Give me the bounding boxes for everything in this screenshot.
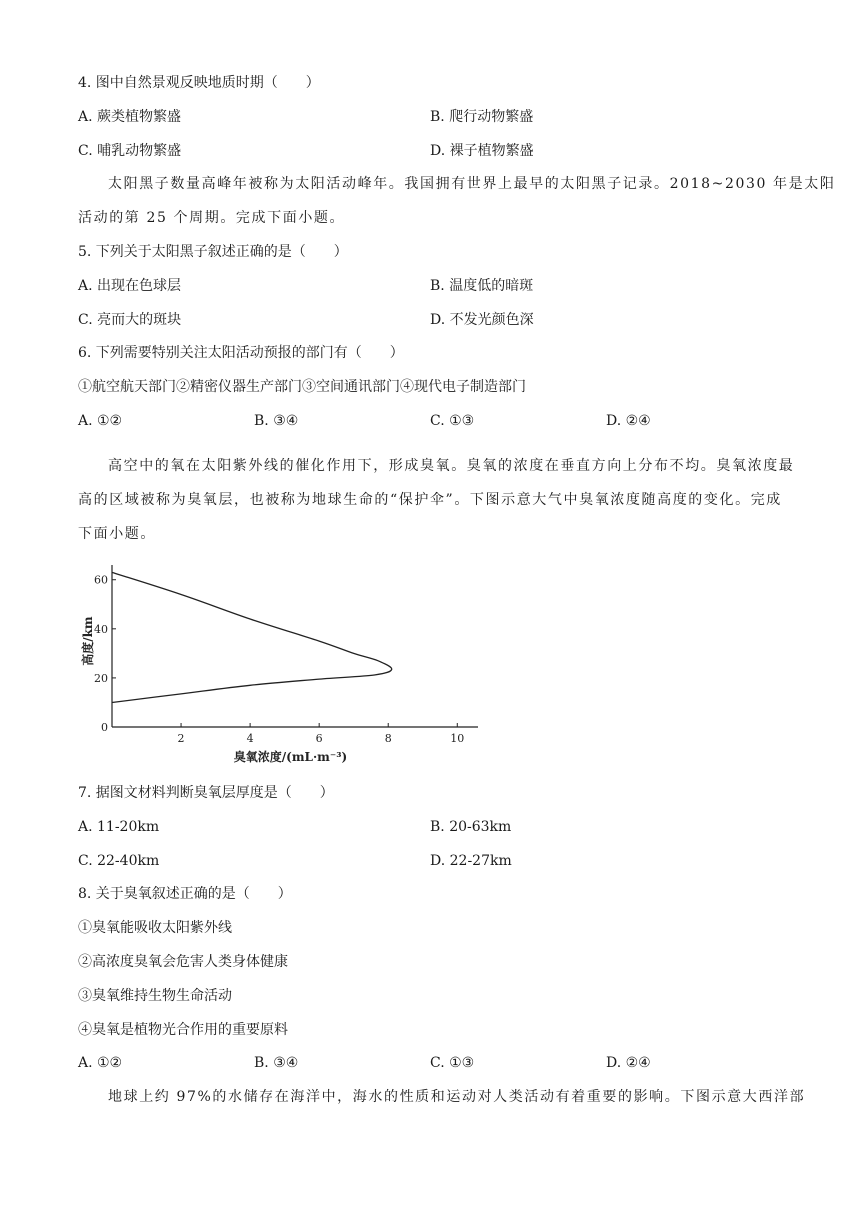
ozone-concentration-chart (78, 555, 488, 770)
q8-option-a: A. ①② (78, 1055, 123, 1071)
q6-option-c: C. ①③ (430, 413, 475, 429)
passage3-line1: 地球上约 97%的水储存在海洋中，海水的性质和运动对人类活动有着重要的影响。下图示意大西洋部 (108, 1089, 806, 1105)
q6-stem: 6. 下列需要特别关注太阳活动预报的部门有（ ） (78, 345, 404, 361)
q6-option-b: B. ③④ (254, 413, 299, 429)
x-tick-label: 2 (177, 732, 185, 745)
q7-option-a: A. 11-20km (78, 819, 160, 835)
q6-option-a: A. ①② (78, 413, 123, 429)
q5-stem: 5. 下列关于太阳黑子叙述正确的是（ ） (78, 244, 348, 260)
y-tick-label: 40 (94, 622, 108, 636)
q4-option-b: B. 爬行动物繁盛 (430, 109, 534, 125)
x-tick-label: 6 (315, 732, 323, 745)
x-tick-group (178, 723, 465, 745)
q6-option-d: D. ②④ (606, 413, 651, 429)
q8-item-3: ③臭氧维持生物生命活动 (78, 988, 232, 1004)
q5-option-a: A. 出现在色球层 (78, 278, 182, 294)
x-tick-label: 10 (450, 732, 465, 745)
q8-item-2: ②高浓度臭氧会危害人类身体健康 (78, 954, 288, 970)
q5-option-c: C. 亮而大的斑块 (78, 312, 182, 328)
q5-option-b: B. 温度低的暗斑 (430, 278, 534, 294)
ozone-curve-line (112, 572, 392, 702)
x-tick-label: 4 (246, 732, 254, 745)
q8-option-b: B. ③④ (254, 1055, 299, 1071)
q7-option-d: D. 22-27km (430, 853, 512, 869)
x-axis-label: 臭氧浓度/(mL·m⁻³) (233, 750, 348, 764)
passage2-line2: 高的区域被称为臭氧层，也被称为地球生命的“保护伞”。下图示意大气中臭氧浓度随高度的变化。完成 (78, 492, 782, 508)
y-axis-label: 高度/km (81, 616, 95, 666)
passage2-line1: 高空中的氧在太阳紫外线的催化作用下，形成臭氧。臭氧的浓度在垂直方向上分布不均。臭氧浓度最 (108, 458, 795, 474)
q8-item-4: ④臭氧是植物光合作用的重要原料 (78, 1022, 288, 1038)
passage1-line2: 活动的第 25 个周期。完成下面小题。 (78, 210, 346, 226)
x-tick-label: 8 (384, 732, 392, 745)
q8-item-1: ①臭氧能吸收太阳紫外线 (78, 920, 232, 936)
q6-items: ①航空航天部门②精密仪器生产部门③空间通讯部门④现代电子制造部门 (78, 379, 526, 395)
q8-option-c: C. ①③ (430, 1055, 475, 1071)
q7-option-b: B. 20-63km (430, 819, 512, 835)
q8-option-d: D. ②④ (606, 1055, 651, 1071)
q7-option-c: C. 22-40km (78, 853, 160, 869)
passage1-line1: 太阳黑子数量高峰年被称为太阳活动峰年。我国拥有世界上最早的太阳黑子记录。2018~2030 年是太阳 (108, 176, 836, 192)
q4-stem: 4. 图中自然景观反映地质时期（ ） (78, 75, 320, 91)
q7-stem: 7. 据图文材料判断臭氧层厚度是（ ） (78, 785, 334, 801)
q5-option-d: D. 不发光颜色深 (430, 312, 534, 328)
y-tick-label: 60 (94, 573, 108, 587)
passage2-line3: 下面小题。 (78, 526, 156, 542)
q4-option-a: A. 蕨类植物繁盛 (78, 109, 182, 125)
q4-option-c: C. 哺乳动物繁盛 (78, 143, 182, 159)
y-tick-label: 0 (101, 721, 108, 734)
y-tick-label: 20 (94, 671, 108, 685)
q8-stem: 8. 关于臭氧叙述正确的是（ ） (78, 886, 292, 902)
y-tick-group (94, 574, 116, 734)
q4-option-d: D. 裸子植物繁盛 (430, 143, 534, 159)
